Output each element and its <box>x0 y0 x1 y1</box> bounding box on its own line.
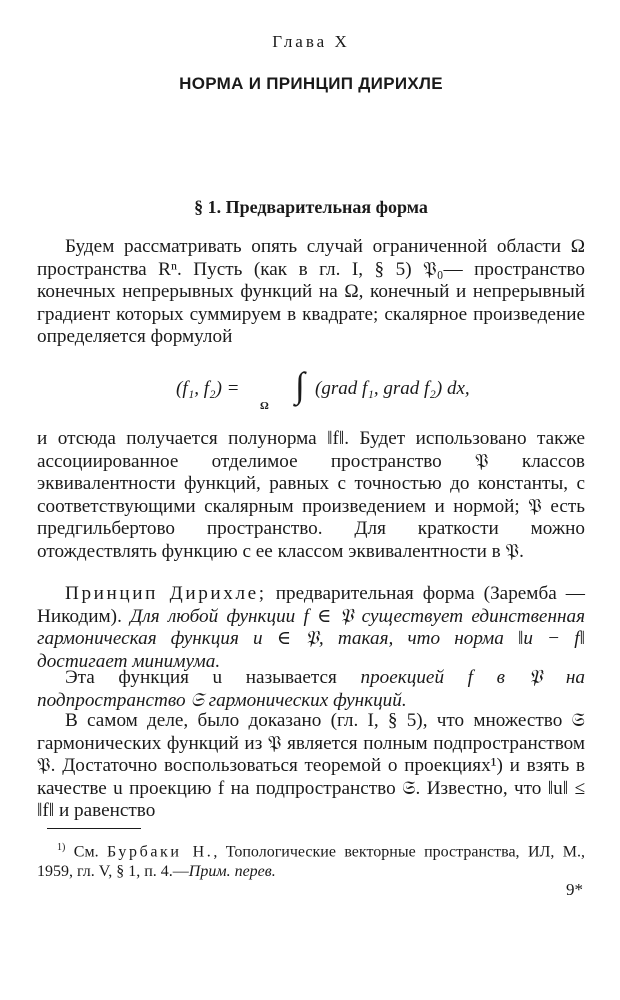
footnote-divider <box>47 828 141 829</box>
footnote <box>37 838 585 882</box>
formula-lhs: (f₁, f₂) = <box>176 378 240 399</box>
paragraph-1: Будем рассматривать опять случай ограниченной области Ω пространства Rⁿ. Пусть (как в гл. I, § 5) 𝔓₀— пространство конечных непрерывных функций на Ω, конечный и непрерывный градиент которых суммируем в квадрате; скалярное произведение определяется формулой <box>37 236 585 348</box>
principle-name: Принцип Дирихле; <box>65 583 267 604</box>
paragraph-4 <box>37 667 585 712</box>
chapter-heading: Глава X <box>272 32 350 51</box>
footnote-text-after: , Топологические векторные пространства, ИЛ, М., 1959, гл. V, § 1, п. 4.— <box>37 843 586 881</box>
principle-intro: предварительная форма (Заремба — Никодим). <box>37 583 585 627</box>
section-title: § 1. Предварительная форма <box>194 197 428 217</box>
integral-formula <box>37 366 585 422</box>
footnote-author: Бурбаки Н. <box>107 843 214 861</box>
paragraph-5: В самом деле, было доказано (гл. I, § 5), что множество 𝔖 гармонических функций из 𝔓 является полным подпространством 𝔓. Достаточно воспользоваться теоремой о проекциях¹) и взять в качестве u проекцию f на подпространство 𝔖. Известно, что ‖u‖ ≤ ‖f‖ и равенство <box>37 710 585 822</box>
integral-domain: Ω <box>260 400 269 412</box>
footnote-translator-note: Прим. перев. <box>188 863 276 881</box>
paragraph-2: и отсюда получается полунорма ‖f‖. Будет использовано также ассоциированное отделимое пространство 𝔓 классов эквивалентности функций, равных с точностью до константы, с соответствующими скалярным произведением и нормой; 𝔓 есть предгильбертово пространство. Для краткости можно отождествлять функцию с ее классом эквивалентности в 𝔓. <box>37 428 585 562</box>
book-page <box>37 0 585 1000</box>
projection-definition: проекцией f в 𝔓 на подпространство 𝔖 гармонических функций. <box>37 667 585 711</box>
formula-rhs: (grad f₁, grad f₂) dx, <box>315 378 470 399</box>
page-number: 9* <box>566 880 583 899</box>
integral-sign: ∫ <box>295 365 305 405</box>
principle-statement: Для любой функции f ∈ 𝔓 существует единственная гармоническая функция u ∈ 𝔓, такая, что норма ‖u − f‖ достигает минимума. <box>37 605 585 672</box>
chapter-title: НОРМА И ПРИНЦИП ДИРИХЛЕ <box>179 74 443 93</box>
footnote-mark: 1) <box>57 842 66 853</box>
projection-intro: Эта функция u называется <box>65 667 361 688</box>
paragraph-3 <box>37 583 585 673</box>
footnote-text-before: См. <box>73 843 108 861</box>
